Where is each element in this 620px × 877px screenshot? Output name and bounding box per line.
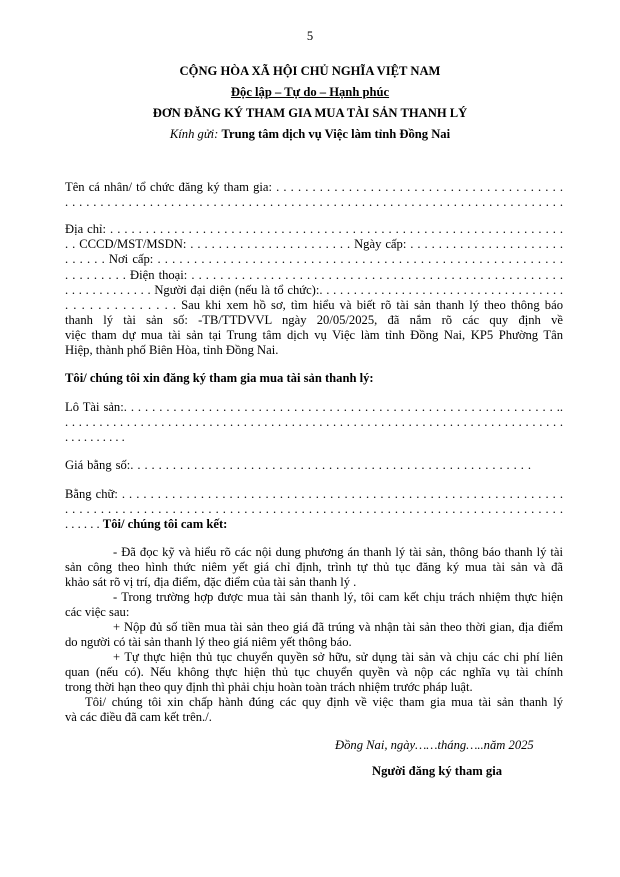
commit-leader-dots: . . . . . . [65, 517, 100, 531]
commitment-text: quan (nếu có). Nếu không thực hiện thủ tục chuyển quyền và nộp các nghĩa vụ tài chính [65, 665, 563, 679]
commitment-text: do người có tài sản thanh lý theo giá niêm yết thông báo. [65, 635, 352, 649]
phone-field-line: . . . . . . . . . Điện thoại: . . . . . . . . . . . . . . . . . . . . . . . . . . . . . . . . . . . . . . . . . . . . . . . . . . . . [65, 268, 563, 282]
commitment-text: Tôi/ chúng tôi xin chấp hành đúng các quy định về việc tham gia mua tài sản thanh lý [85, 695, 563, 709]
commitment-text: + Nộp đủ số tiền mua tài sản theo giá đã trúng và nhận tài sản theo thời gian, địa điểm [113, 620, 563, 634]
motto: Độc lập – Tự do – Hạnh phúc [230, 85, 390, 99]
lot-field-continuation: . . . . . . . . . . . . . . . . . . . . . . . . . . . . . . . . . . . . . . . . . . . . . . . . . . . . . . . . . . . . . . . . . . . . . . . . . [65, 415, 563, 429]
notice-text-line: việc tham dự mua tài sản tại Trung tâm dịch vụ Việc làm tỉnh Đồng Nai, KP5 Phường Tân [65, 328, 563, 342]
representative-line: . . . . . . . . . . . . . Người đại diện (nếu là tổ chức):. . . . . . . . . . . . . . . . . . . . . . . . . . . . . . . . . . . . [65, 283, 563, 297]
place-date-line: Đồng Nai, ngày……tháng…..năm 2025 [335, 738, 534, 752]
notice-text-line: Hiệp, thành phố Biên Hòa, tỉnh Đồng Nai. [65, 343, 279, 357]
id-field-line: . . CCCD/MST/MSDN: . . . . . . . . . . . . . . . . . . . . . . . Ngày cấp: . . . . . . . . . . . . . . . . . . . . . . [65, 237, 563, 251]
name-field-continuation: . . . . . . . . . . . . . . . . . . . . . . . . . . . . . . . . . . . . . . . . . . . . . . . . . . . . . . . . . . . . . . . . . . . . . . . [65, 195, 563, 209]
name-field-line: Tên cá nhân/ tổ chức đăng ký tham gia: . . . . . . . . . . . . . . . . . . . . . . . . . . . . . . . . . . . . . . . . [65, 180, 563, 194]
commitment-text: sản công theo hình thức niêm yết giá chỉ định, trình tự thủ tục đăng ký mua tài sản và đã [65, 560, 563, 574]
recipient-prefix: Kính gửi: [169, 127, 219, 141]
nation-heading: CỘNG HÒA XÃ HỘI CHỦ NGHĨA VIỆT NAM [179, 64, 441, 78]
commitment-text: trong thời hạn theo quy định thì phải chịu hoàn toàn trách nhiệm trước pháp luật. [65, 680, 473, 694]
commitment-text: khảo sát rõ vị trí, địa điểm, đặc điểm của tài sản thanh lý . [65, 575, 357, 589]
lot-field-continuation: . . . . . . . . . . [65, 430, 125, 444]
commitment-text: các việc sau: [65, 605, 130, 619]
commitment-text: và các điều đã cam kết trên./. [65, 710, 212, 724]
address-field-line: Địa chỉ: . . . . . . . . . . . . . . . . . . . . . . . . . . . . . . . . . . . . . . . . . . . . . . . . . . . . . . . . . . . . . . . . [65, 222, 563, 236]
commit-heading: Tôi/ chúng tôi cam kết: [102, 517, 228, 531]
signer-title: Người đăng ký tham gia [372, 764, 502, 778]
commitment-text: - Trong trường hợp được mua tài sản thanh lý, tôi cam kết chịu trách nhiệm thực hiện [113, 590, 563, 604]
commitment-text: + Tự thực hiện thủ tục chuyển quyền sở hữu, sử dụng tài sản và chịu các chi phí liên [113, 650, 563, 664]
notice-text-line: thanh lý tài sản số: -TB/TTDVVL ngày 20/05/2025, đã nắm rõ các quy định về [65, 313, 563, 327]
recipient-name: Trung tâm dịch vụ Việc làm tỉnh Đồng Nai [221, 127, 451, 141]
recipient-line [0, 127, 620, 142]
price-words-line: Bằng chữ: . . . . . . . . . . . . . . . . . . . . . . . . . . . . . . . . . . . . . . . . . . . . . . . . . . . . . . . . . . . . . . [65, 487, 563, 501]
commitment-text: - Đã đọc kỹ và hiểu rõ các nội dung phương án thanh lý tài sản, thông báo thanh lý tài [113, 545, 563, 559]
lot-field-line: Lô Tài sản:. . . . . . . . . . . . . . . . . . . . . . . . . . . . . . . . . . . . . . . . . . . . . . . . . . . . . . . . . . . . . .. [65, 400, 563, 414]
page-number: 5 [306, 29, 314, 43]
form-title: ĐƠN ĐĂNG KÝ THAM GIA MUA TÀI SẢN THANH LÝ [152, 106, 468, 120]
price-words-continuation: . . . . . . . . . . . . . . . . . . . . . . . . . . . . . . . . . . . . . . . . . . . . . . . . . . . . . . . . . . . . . . . . . . . . . . [65, 502, 563, 516]
issued-place-line: . . . . . . Nơi cấp: . . . . . . . . . . . . . . . . . . . . . . . . . . . . . . . . . . . . . . . . . . . . . . . . . . . . . . . . [65, 252, 563, 266]
register-heading: Tôi/ chúng tôi xin đăng ký tham gia mua tài sản thanh lý: [65, 371, 374, 385]
price-number-line: Giá bằng số:. . . . . . . . . . . . . . . . . . . . . . . . . . . . . . . . . . . . . . . . . . . . . . . . . . . . . . . . . [65, 458, 531, 472]
commit-heading-line [65, 517, 227, 532]
notice-text-line: . . . . . . . . . . . . . . Sau khi xem hồ sơ, tìm hiểu và biết rõ tài sản thanh lý theo thông báo [65, 298, 563, 312]
